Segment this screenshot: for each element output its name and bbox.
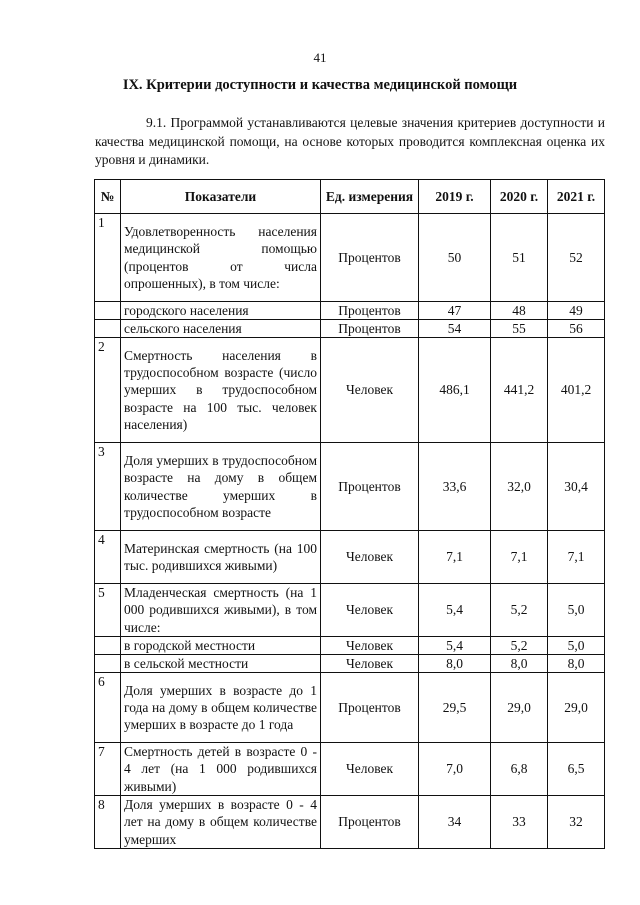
page-number: 41 bbox=[313, 50, 327, 65]
header-num: № bbox=[95, 180, 121, 214]
row-value-2021: 56 bbox=[548, 320, 605, 338]
row-indicator: Удовлетворенность населения медицинской помощью (процентов от числа опрошенных), в том числе: bbox=[121, 214, 321, 302]
row-indicator: Смертность детей в возрасте 0 - 4 лет (на 1 000 родившихся живыми) bbox=[121, 743, 321, 796]
header-2020: 2020 г. bbox=[491, 180, 548, 214]
row-unit: Человек bbox=[321, 531, 419, 584]
row-indicator: Доля умерших в возрасте 0 - 4 лет на дому в общем количестве умерших bbox=[121, 796, 321, 849]
row-value-2021: 5,0 bbox=[548, 584, 605, 637]
row-value-2021: 5,0 bbox=[548, 637, 605, 655]
row-value-2020: 441,2 bbox=[491, 338, 548, 443]
row-value-2020: 6,8 bbox=[491, 743, 548, 796]
row-value-2021: 49 bbox=[548, 302, 605, 320]
row-value-2019: 34 bbox=[419, 796, 491, 849]
row-value-2021: 401,2 bbox=[548, 338, 605, 443]
row-value-2019: 5,4 bbox=[419, 637, 491, 655]
row-unit: Человек bbox=[321, 743, 419, 796]
row-unit: Человек bbox=[321, 584, 419, 637]
row-indicator: Доля умерших в трудоспособном возрасте на дому в общем количестве умерших в трудоспособном возрасте bbox=[121, 443, 321, 531]
header-indicator: Показатели bbox=[121, 180, 321, 214]
table-row bbox=[95, 673, 605, 743]
table-row bbox=[95, 214, 605, 302]
row-indicator: Доля умерших в возрасте до 1 года на дому в общем количестве умерших в возрасте до 1 года bbox=[121, 673, 321, 743]
row-value-2020: 48 bbox=[491, 302, 548, 320]
row-number: 7 bbox=[95, 743, 121, 796]
row-number bbox=[95, 320, 121, 338]
table-row bbox=[95, 743, 605, 796]
row-value-2021: 32 bbox=[548, 796, 605, 849]
row-indicator: Смертность населения в трудоспособном возрасте (число умерших в трудоспособном возрасте на 100 тыс. человек населения) bbox=[121, 338, 321, 443]
table-row bbox=[95, 584, 605, 637]
table-row bbox=[95, 655, 605, 673]
row-number: 2 bbox=[95, 338, 121, 443]
row-value-2019: 7,0 bbox=[419, 743, 491, 796]
table-row bbox=[95, 531, 605, 584]
row-unit: Процентов bbox=[321, 302, 419, 320]
row-number bbox=[95, 637, 121, 655]
row-value-2019: 8,0 bbox=[419, 655, 491, 673]
row-value-2020: 29,0 bbox=[491, 673, 548, 743]
row-indicator: Младенческая смертность (на 1 000 родившихся живыми), в том числе: bbox=[121, 584, 321, 637]
table-header-row bbox=[95, 180, 605, 214]
row-number bbox=[95, 655, 121, 673]
row-value-2019: 54 bbox=[419, 320, 491, 338]
row-value-2019: 486,1 bbox=[419, 338, 491, 443]
row-value-2019: 50 bbox=[419, 214, 491, 302]
table-row bbox=[95, 338, 605, 443]
row-unit: Процентов bbox=[321, 796, 419, 849]
table-row bbox=[95, 796, 605, 849]
row-indicator: в городской местности bbox=[121, 637, 321, 655]
row-number bbox=[95, 302, 121, 320]
row-value-2020: 33 bbox=[491, 796, 548, 849]
intro-paragraph: 9.1. Программой устанавливаются целевые значения критериев доступности и качества медицинской помощи, на основе которых проводится комплексная оценка их уровня и динамики. bbox=[95, 115, 605, 167]
row-unit: Процентов bbox=[321, 443, 419, 531]
row-value-2021: 52 bbox=[548, 214, 605, 302]
row-value-2021: 7,1 bbox=[548, 531, 605, 584]
row-value-2021: 8,0 bbox=[548, 655, 605, 673]
row-value-2020: 32,0 bbox=[491, 443, 548, 531]
row-value-2020: 5,2 bbox=[491, 584, 548, 637]
row-unit: Человек bbox=[321, 338, 419, 443]
row-number: 8 bbox=[95, 796, 121, 849]
row-value-2019: 7,1 bbox=[419, 531, 491, 584]
row-number: 3 bbox=[95, 443, 121, 531]
row-value-2019: 5,4 bbox=[419, 584, 491, 637]
row-number: 5 bbox=[95, 584, 121, 637]
row-indicator: Материнская смертность (на 100 тыс. родившихся живыми) bbox=[121, 531, 321, 584]
table-row bbox=[95, 320, 605, 338]
row-value-2019: 47 bbox=[419, 302, 491, 320]
row-value-2020: 51 bbox=[491, 214, 548, 302]
row-indicator: сельского населения bbox=[121, 320, 321, 338]
row-unit: Человек bbox=[321, 637, 419, 655]
table-row bbox=[95, 302, 605, 320]
row-value-2019: 33,6 bbox=[419, 443, 491, 531]
row-unit: Процентов bbox=[321, 673, 419, 743]
row-value-2020: 55 bbox=[491, 320, 548, 338]
row-value-2019: 29,5 bbox=[419, 673, 491, 743]
header-unit: Ед. измерения bbox=[321, 180, 419, 214]
row-indicator: городского населения bbox=[121, 302, 321, 320]
criteria-table bbox=[94, 179, 605, 849]
table-row bbox=[95, 637, 605, 655]
row-unit: Процентов bbox=[321, 320, 419, 338]
row-unit: Человек bbox=[321, 655, 419, 673]
header-2021: 2021 г. bbox=[548, 180, 605, 214]
row-indicator: в сельской местности bbox=[121, 655, 321, 673]
row-value-2020: 5,2 bbox=[491, 637, 548, 655]
row-number: 4 bbox=[95, 531, 121, 584]
row-number: 1 bbox=[95, 214, 121, 302]
section-title: IX. Критерии доступности и качества медицинской помощи bbox=[122, 77, 518, 93]
row-value-2020: 7,1 bbox=[491, 531, 548, 584]
table-row bbox=[95, 443, 605, 531]
row-value-2021: 29,0 bbox=[548, 673, 605, 743]
header-2019: 2019 г. bbox=[419, 180, 491, 214]
row-value-2021: 6,5 bbox=[548, 743, 605, 796]
row-value-2021: 30,4 bbox=[548, 443, 605, 531]
row-value-2020: 8,0 bbox=[491, 655, 548, 673]
row-unit: Процентов bbox=[321, 214, 419, 302]
row-number: 6 bbox=[95, 673, 121, 743]
